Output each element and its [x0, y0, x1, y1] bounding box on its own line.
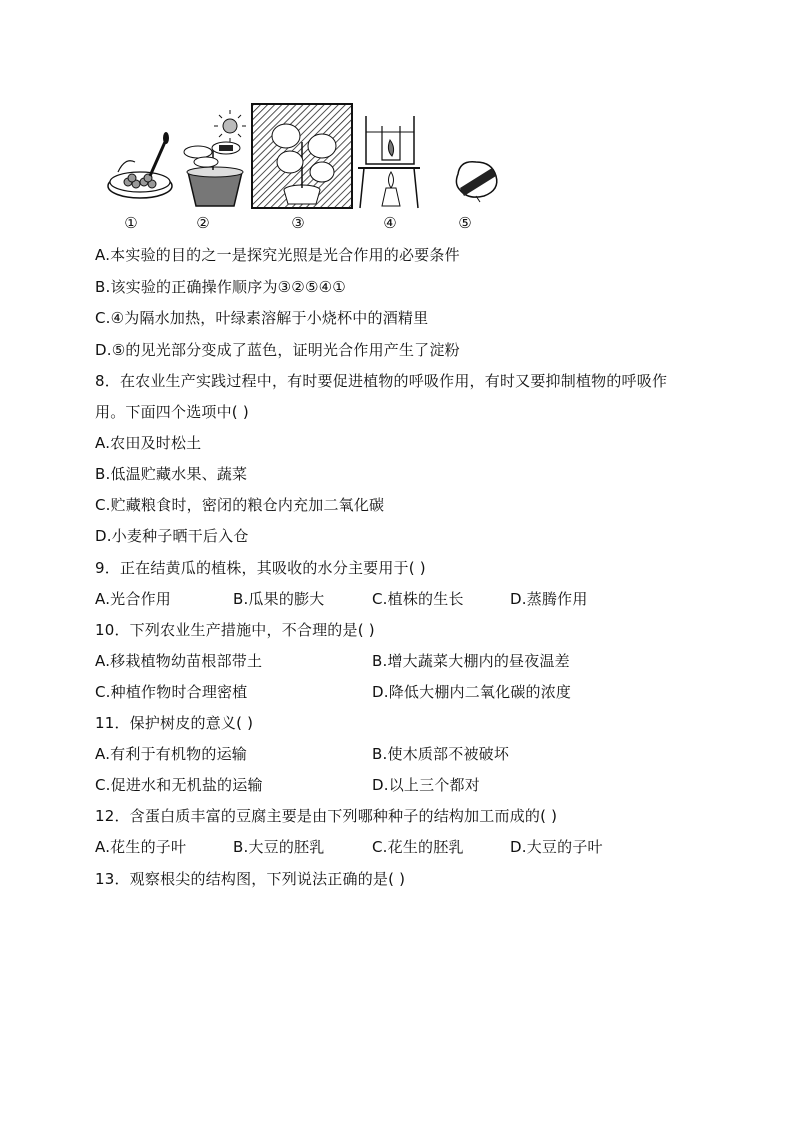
q8-option-c: C.贮藏粮食时，密闭的粮仓内充加二氧化碳: [95, 496, 385, 514]
figure-label-5: ⑤: [458, 214, 472, 232]
q12-option-c: C.花生的胚乳: [372, 838, 464, 856]
q7-option-c: C.④为隔水加热，叶绿素溶解于小烧杯中的酒精里: [95, 309, 429, 327]
petri-dish-dropper-drawing: [108, 132, 172, 198]
q11-option-c: C.促进水和无机盐的运输: [95, 776, 263, 794]
experiment-illustration: [100, 102, 520, 212]
q11-option-b: B.使木质部不被破坏: [372, 745, 510, 763]
q10-stem: 10．下列农业生产措施中，不合理的是( ): [95, 621, 375, 639]
potted-plant-sun-drawing: [184, 110, 246, 206]
figure-label-2: ②: [196, 214, 210, 232]
q11-option-d: D.以上三个都对: [372, 776, 480, 794]
q7-option-a: A.本实验的目的之一是探究光照是光合作用的必要条件: [95, 246, 460, 264]
q7-option-d: D.⑤的见光部分变成了蓝色，证明光合作用产生了淀粉: [95, 341, 460, 359]
q10-option-c: C.种植作物时合理密植: [95, 683, 248, 701]
q8-stem-line2: 用。下面四个选项中( ): [95, 403, 249, 421]
q10-option-b: B.增大蔬菜大棚内的昼夜温差: [372, 652, 570, 670]
figure-label-1: ①: [124, 214, 138, 232]
q10-option-d: D.降低大棚内二氧化碳的浓度: [372, 683, 572, 701]
q8-option-d: D.小麦种子晒干后入仓: [95, 527, 249, 545]
figure-label-4: ④: [383, 214, 397, 232]
q9-option-b: B.瓜果的膨大: [233, 590, 325, 608]
q11-option-a: A.有利于有机物的运输: [95, 745, 247, 763]
q12-option-b: B.大豆的胚乳: [233, 838, 325, 856]
leaf-strip-drawing: [456, 162, 496, 202]
experiment-figure: [100, 102, 520, 242]
dark-box-plant-drawing: [252, 104, 352, 208]
q12-option-a: A.花生的子叶: [95, 838, 187, 856]
water-bath-heating-drawing: [358, 116, 420, 208]
q11-stem: 11．保护树皮的意义( ): [95, 714, 254, 732]
q12-stem: 12．含蛋白质丰富的豆腐主要是由下列哪种种子的结构加工而成的( ): [95, 807, 558, 825]
q12-option-d: D.大豆的子叶: [510, 838, 603, 856]
q8-option-a: A.农田及时松土: [95, 434, 202, 452]
q9-option-c: C.植株的生长: [372, 590, 464, 608]
q8-option-b: B.低温贮藏水果、蔬菜: [95, 465, 248, 483]
figure-label-3: ③: [291, 214, 305, 232]
q8-stem-line1: 8．在农业生产实践过程中，有时要促进植物的呼吸作用，有时又要抑制植物的呼吸作: [95, 372, 668, 390]
q10-option-a: A.移栽植物幼苗根部带土: [95, 652, 263, 670]
q9-option-a: A.光合作用: [95, 590, 171, 608]
q13-stem: 13．观察根尖的结构图，下列说法正确的是( ): [95, 870, 406, 888]
q7-option-b: B.该实验的正确操作顺序为③②⑤④①: [95, 278, 346, 296]
q9-option-d: D.蒸腾作用: [510, 590, 588, 608]
q9-stem: 9．正在结黄瓜的植株，其吸收的水分主要用于( ): [95, 559, 426, 577]
